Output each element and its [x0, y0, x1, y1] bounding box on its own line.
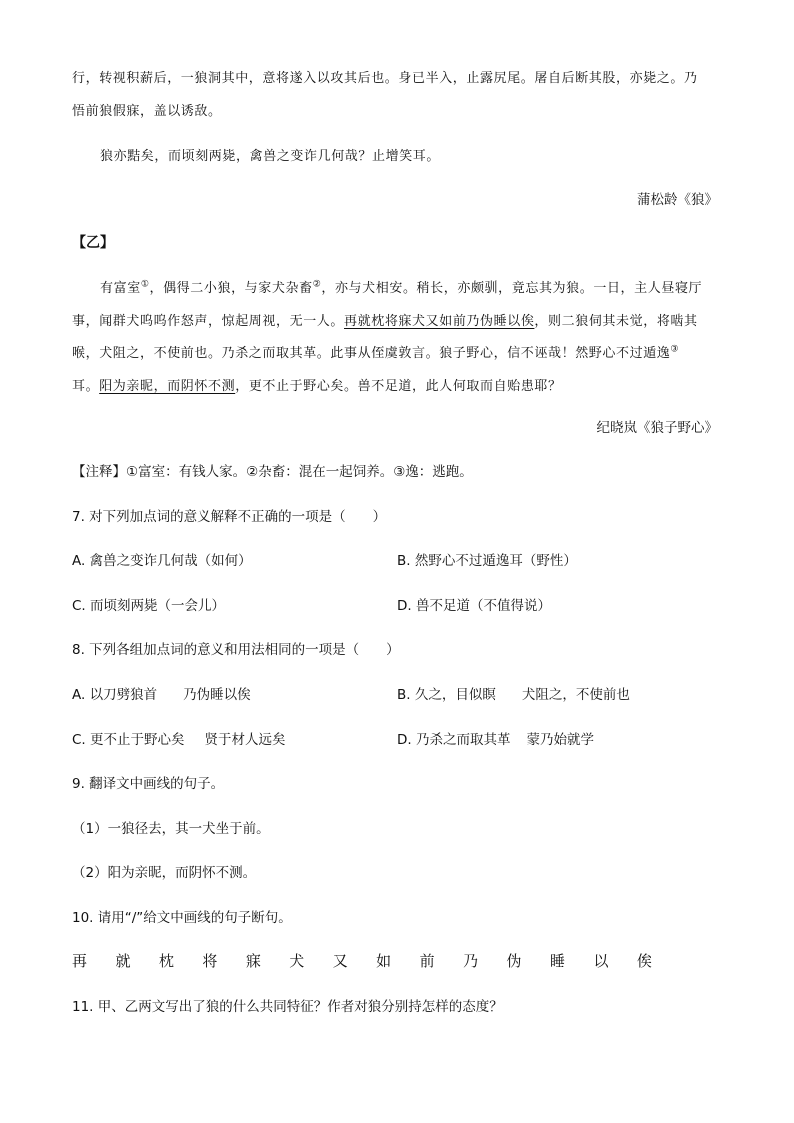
- text-span: 耳。: [72, 379, 100, 394]
- sentence-character: 将: [202, 952, 218, 970]
- sentence-character: 又: [332, 952, 348, 970]
- text-span: ，偶得二小狼，与家犬杂畜: [149, 281, 313, 296]
- sentence-character: 前: [419, 952, 435, 970]
- question-8-option-b[interactable]: [397, 683, 630, 703]
- sentence-character: 如: [376, 952, 392, 970]
- option-phrase: C. 更不止于野心矣: [72, 732, 185, 748]
- option-phrase: B. 久之，目似瞑: [397, 687, 496, 703]
- question-10-character-row: [72, 950, 652, 971]
- question-10-stem: 10. 请用“/”给文中画线的句子断句。: [72, 910, 292, 926]
- option-phrase: 犬阻之，不使前也: [521, 687, 630, 703]
- option-phrase: 蒙乃始就学: [526, 732, 594, 748]
- passage-yi-line-4: [72, 375, 562, 394]
- sentence-character: 伪: [506, 952, 522, 970]
- passage-jia-line-1: 行，转视积薪后，一狼洞其中，意将遂入以攻其后也。身已半入，止露尻尾。屠自后断其股，亦毙之。乃: [72, 71, 698, 86]
- question-7-option-c[interactable]: C. 而顷刻两毙（一会儿）: [72, 598, 226, 614]
- passage-yi-heading: 【乙】: [72, 235, 114, 251]
- footnote-marker: ③: [670, 344, 680, 355]
- question-7-option-d[interactable]: D. 兽不足道（不值得说）: [397, 598, 551, 614]
- sentence-character: 就: [115, 952, 131, 970]
- option-phrase: D. 乃杀之而取其革: [397, 732, 511, 748]
- passage-yi-line-3: [72, 342, 679, 361]
- option-phrase: 贤于材人远矣: [204, 732, 286, 748]
- question-8-option-a[interactable]: [72, 683, 251, 703]
- sentence-character: 犬: [289, 952, 305, 970]
- footnote-marker: ②: [312, 279, 322, 290]
- option-phrase: 乃伪睡以俟: [183, 687, 251, 703]
- question-7-option-b[interactable]: B. 然野心不过遁逸耳（野性）: [397, 553, 577, 569]
- sentence-character: 睡: [549, 952, 565, 970]
- question-7-stem: 7. 对下列加点词的意义解释不正确的一项是（ ）: [72, 509, 387, 525]
- text-span: ，则二狼伺其未觉，将啮其: [534, 314, 698, 329]
- text-span: ，更不止于野心矣。兽不足道，此人何取而自贻患耶？: [235, 379, 562, 394]
- footnote-marker: ①: [140, 279, 150, 290]
- passage-jia-attribution: 蒲松龄《狼》: [637, 192, 718, 208]
- passage-yi-line-2: [72, 310, 698, 329]
- option-phrase: A. 以刀劈狼首: [72, 687, 158, 703]
- passage-jia-line-3: 狼亦黠矣，而顷刻两毙，禽兽之变诈几何哉？止增笑耳。: [100, 149, 441, 164]
- question-9-stem: 9. 翻译文中画线的句子。: [72, 776, 225, 792]
- annotation-notes: 【注释】①富室：有钱人家。②杂畜：混在一起饲养。③逸：逃跑。: [72, 464, 473, 480]
- question-8-option-c[interactable]: [72, 728, 286, 748]
- sentence-character: 乃: [463, 952, 479, 970]
- passage-yi-attribution: 纪晓岚《狼子野心》: [596, 420, 718, 436]
- question-7-option-a[interactable]: A. 禽兽之变诈几何哉（如何）: [72, 553, 252, 569]
- sentence-character: 枕: [158, 952, 174, 970]
- underlined-sentence-2: 阳为亲昵，而阴怀不测: [99, 379, 236, 394]
- sentence-character: 再: [72, 952, 88, 970]
- text-span: 事，闻群犬呜呜作怒声，惊起周视，无一人。: [72, 314, 345, 329]
- sentence-character: 俟: [636, 952, 652, 970]
- text-span: 喉，犬阻之，不使前也。乃杀之而取其革。此事从侄虞敦言。狼子野心，信不诬哉！然野心不过遁逸: [72, 346, 671, 361]
- sentence-character: 以: [593, 952, 609, 970]
- question-9-sentence-1: （1）一狼径去，其一犬坐于前。: [72, 821, 270, 837]
- text-span: ，亦与犬相安。稍长，亦颇驯，竟忘其为狼。一日，主人昼寝厅: [321, 281, 703, 296]
- question-11-stem: 11. 甲、乙两文写出了狼的什么共同特征？作者对狼分别持怎样的态度？: [72, 999, 503, 1015]
- passage-jia-line-2: 悟前狼假寐，盖以诱敌。: [72, 104, 222, 119]
- question-8-stem: 8. 下列各组加点词的意义和用法相同的一项是（ ）: [72, 642, 400, 658]
- text-span: 有富室: [100, 281, 141, 296]
- question-8-option-d[interactable]: [397, 728, 594, 748]
- sentence-character: 寐: [245, 952, 261, 970]
- passage-yi-line-1: [100, 277, 702, 296]
- underlined-sentence-1: 再就枕将寐犬又如前乃伪睡以俟: [344, 314, 535, 329]
- question-9-sentence-2: （2）阳为亲昵，而阴怀不测。: [72, 865, 257, 881]
